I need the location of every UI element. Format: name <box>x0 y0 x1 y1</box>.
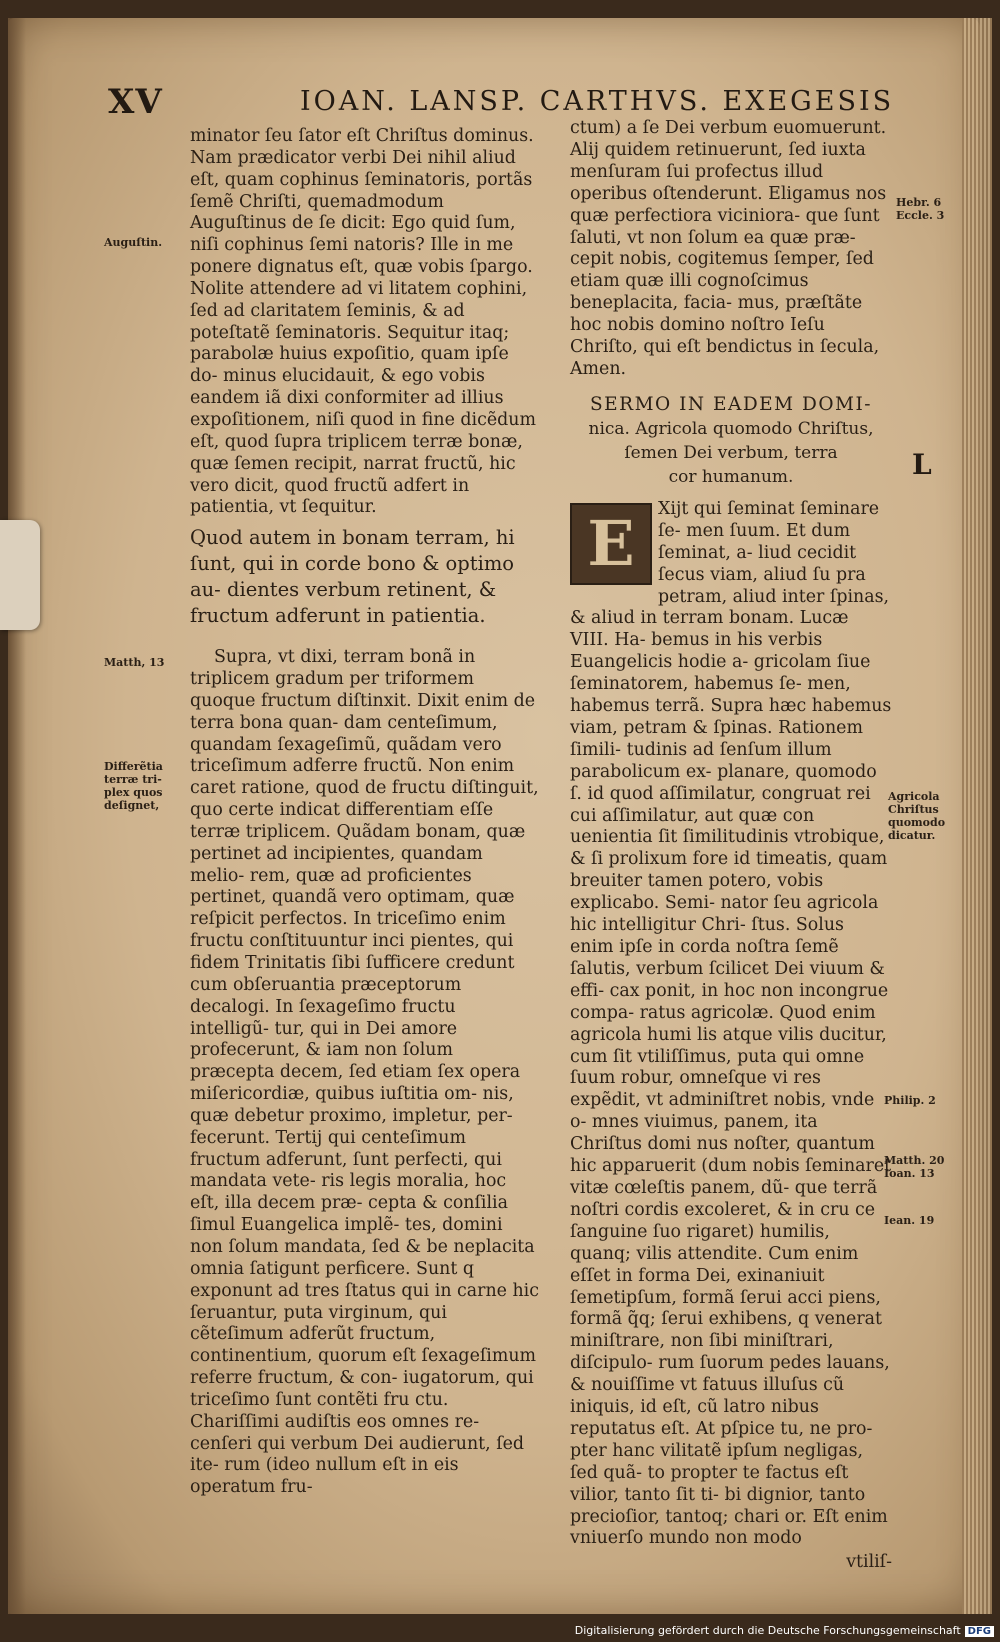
right-paragraph-1: ctum) a ſe Dei verbum euomuerunt. Alij quidem retinuerunt, ſed iuxta menſuram ſui profectus illud operibus oſtenderunt. Eligamus nos quæ perfectiora viciniora- que ſunt ſaluti, vt non ſolum ea quæ præ- cepit nobis, cogitemus ſemper, ſed etiam quæ illi cognoſcimus beneplacita, facia- mus, præſtãte hoc nobis domino noſtro Ieſu Chriſto, qui eſt bendictus in ſecula, Amen. <box>570 118 887 379</box>
running-title: IOAN. LANSP. CARTHVS. EXEGESIS <box>300 86 895 117</box>
dfg-logo: DFG <box>965 1626 994 1637</box>
page-gutter <box>8 18 26 1614</box>
sermon-heading <box>570 393 892 489</box>
right-paragraph-2: Xijt qui ſeminat ſeminare ſe- men ſuum. Et dum ſeminat, a- liud cecidit ſecus viam, aliud ſu pra petram, aliud inter ſpinas, & aliud in terram bonam. Lucæ VIII. Ha- bemus in his verbis Euangelicis hodie a- gricolam ſiue ſeminatorem, habemus ſe- men, habemus terrã. Supra hæc habemus viam, petram & ſpinas. Rationem ſimili- tudinis ad ſenſum illum parabolicum ex- planare, quomodo ſ. id quod aſſimilatur, congruat rei cui aſſimilatur, aut quæ con uenientia ſit ſimilitudinis vtrobique, & ſi prolixum fore id timeatis, quam breuiter tamen potero, vobis explicabo. Semi- nator ſeu agricola hic intelligitur Chri- ſtus. Solus enim ipſe in corda noſtra ſemẽ ſalutis, verbum ſcilicet Dei viuum & effi- cax ponit, in hoc non incongrue compa- ratus agricolæ. Quod enim agricola humi lis atque vilis ducitur, cum ſit vtiliſſimus, puta qui omne ſuum robur, omneſque vi res expẽdit, vt adminiſtret nobis, vnde o- mnes viuimus, panem, ita Chriſtus domi nus noſter, quantum hic apparuerit (dum nobis ſeminaret vitæ cœleſtis panem, dũ- que terrã noſtri cordis excoleret, & in cru ce ſanguine ſuo rigaret) humilis, quanq; vilis attendite. Cum enim eſſet in forma Dei, exinaniuit ſemetipſum, formã ſerui acci piens, formã q̃q; ſerui exhibens, q venerat miniſtrare, non ſibi miniſtrari, diſcipulo- rum ſuorum pedes lauans, & nouiſſime vt fatuus illuſus cũ iniquis, id eſt, cũ latro nibus reputatus eſt. At pſpice tu, ne pro- pter hanc vilitatẽ ipſum negligas, ſed quã- to propter te factus eſt vilior, tanto ſit ti- bi dignior, tanto precioſior, tantoq; chari or. Eſt enim vniuerſo mundo non modo <box>570 498 892 1549</box>
left-scripture-quote: Quod autem in bonam terram, hi ſunt, qui in corde bono & optimo au- dientes verbum retinent, & fructum adferunt in patientia. <box>190 526 515 628</box>
bookmark-tab <box>0 520 40 630</box>
marginal-note-differentia: Differẽtia terræ tri- plex quos deſignet, <box>104 760 163 812</box>
digitization-credit <box>575 1624 994 1637</box>
marginal-note-hebr: Hebr. 6 Eccle. 3 <box>896 196 945 222</box>
sermon-heading-line-3: ſemen Dei verbum, terra <box>624 442 838 463</box>
left-column <box>190 126 540 1499</box>
sermon-heading-line-2: nica. Agricola quomodo Chriſtus, <box>588 418 874 439</box>
sermon-heading-line-1: SERMO IN EADEM DOMI- <box>590 393 872 415</box>
marginal-note-agricola: Agricola Chriſtus quomodo dicatur. <box>888 790 946 842</box>
marginal-note-philip: Philip. 2 <box>884 1094 936 1107</box>
marginal-note-matth-13: Matth, 13 <box>104 656 165 669</box>
marginal-letter: L <box>912 448 932 481</box>
marginal-note-augustin: Auguſtin. <box>104 236 163 249</box>
folio-number: XV <box>108 82 163 122</box>
credit-text: Digitalisierung gefördert durch die Deutsche Forschungsgemeinschaft <box>574 1624 961 1637</box>
left-paragraph-1: minator ſeu ſator eſt Chriſtus dominus. Nam prædicator verbi Dei nihil aliud eſt, quam cophinus ſeminatoris, portãs ſemẽ Chriſti, quemadmodum Auguſtinus de ſe dicit: Ego quid ſum, niſi cophinus ſemi natoris? Ille in me ponere dignatus eſt, quæ vobis ſpargo. Nolite attendere ad vi litatem cophini, ſed ad claritatem ſeminis, & ad poteſtatẽ ſeminatoris. Sequitur itaq; parabolæ huius expoſitio, quam ipſe do- minus elucidauit, & ego vobis eandem iã dixi conformiter ad illius expoſitionem, niſi quod in fine dicẽdum eſt, quod ſupra triplicem terræ bonæ, quæ ſemen recipit, narrat fructũ, hic vero dicit, quod fructũ adfert in patientia, vt ſequitur. <box>190 126 536 518</box>
page-edges <box>962 18 992 1614</box>
marginal-note-matth-20: Matth. 20 Ioan. 13 <box>884 1154 945 1180</box>
marginal-note-ioan-19: Iean. 19 <box>884 1214 935 1227</box>
right-column <box>570 118 892 1574</box>
left-paragraph-2: Supra, vt dixi, terram bonã in triplicem gradum per triformem quoque fructum diſtinxit. Dixit enim de terra bona quan- dam centeſimum, quandam ſexageſimũ, quãdam vero triceſimum adferre fructũ. Non enim caret ratione, quod de fructu diſtinguit, quo certe indicat differentiam eſſe terræ triplicem. Quãdam bonam, quæ pertinet ad incipientes, quandam melio- rem, quæ ad proficientes pertinet, quandã vero optimam, quæ reſpicit perfectos. In triceſimo enim fructu conſtituuntur inci pientes, qui fidem Trinitatis ſibi ſufficere credunt cum obſeruantia præceptorum decalogi. In ſexageſimo fructu intelligũ- tur, qui in Dei amore profecerunt, & iam non ſolum præcepta decem, ſed etiam ſex opera miſericordiæ, quibus iuſtitia om- nis, quæ debetur proximo, impletur, per- fecerunt. Tertij qui centeſimum fructum adferunt, ſunt perfecti, qui mandata vete- ris legis moralia, hoc eſt, illa decem præ- cepta & conſilia ſimul Euangelica implẽ- tes, domini non ſolum mandata, ſed & be neplacita omnia ſatigunt perficere. Sunt q exponunt ad tres ſtatus qui in carne hic ſeruantur, puta virginum, qui cẽteſimum adferũt fructum, continentium, quorum eſt ſexageſimum referre fructum, & con- iugatorum, qui triceſimo ſunt contẽti fru ctu. Chariſſimi audiſtis eos omnes re- cenſeri qui verbum Dei audierunt, ſed ite- rum (ideo nullum eſt in eis operatum fru- <box>190 647 539 1498</box>
sermon-heading-line-4: cor humanum. <box>668 466 794 487</box>
catchword: vtiliſ- <box>846 1552 892 1573</box>
running-head <box>0 82 1000 122</box>
decorated-initial: E <box>570 503 652 585</box>
